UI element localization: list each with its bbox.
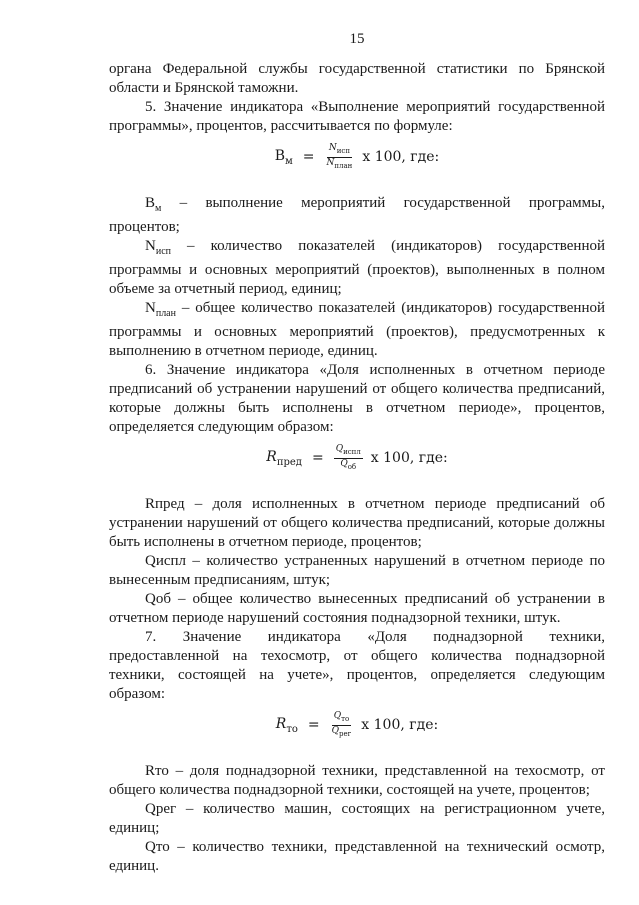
definition-qto: Qто – количество техники, представленной на технический осмотр, единиц. [109,839,605,874]
paragraph-indicator-5: 5. Значение индикатора «Выполнение мероприятий государственной программы», процентов, рассчитывается по формуле: [109,99,605,134]
formula-rpred [109,437,605,479]
formula-tail: х 100, где: [370,450,448,466]
formula-tail: х 100, где: [361,717,439,733]
fraction-numerator: $N_{исп}$ [327,143,352,158]
definition-nisp: $N_{исп}$ – количество показателей (индикаторов) государственной программы и основных мероприятий (проектов), выполненных в полном объеме за отчетный период, единиц; [109,238,605,297]
formula-rto [109,704,605,746]
definition-qispl: Qиспл – количество устраненных нарушений в отчетном периоде по вынесенным предписаниям, штук; [109,553,605,588]
formula-fraction [330,711,354,740]
formula-equals: = [311,450,324,466]
definition-vm: $В_м$ – выполнение мероприятий государственной программы, процентов; [109,195,605,235]
formula-fraction [334,444,363,473]
fraction-denominator: $Q_{об}$ [340,458,357,471]
fraction-denominator: $Q_{рег}$ [331,725,352,738]
definition-nplan: $N_{план}$ – общее количество показателей (индикаторов) государственной программы и основных мероприятий (проектов), предусмотренных к выполнению в отчетном периоде, единиц. [109,300,605,359]
paragraph-indicator-7: 7. Значение индикатора «Доля поднадзорной техники, предоставленной на техосмотр, от общего количества поднадзорной техники, состоящей на учете», процентов, определяется следующим образом: [109,629,605,702]
paragraph-indicator-6: 6. Значение индикатора «Доля исполненных в отчетном периоде предписаний об устранении нарушений от общего количества предписаний, которые должны быть исполнены в отчетном периоде», процентов, определяется следующим образом: [109,362,605,435]
fraction-numerator: $Q_{то}$ [332,711,351,726]
fraction-numerator: $Q_{испл}$ [334,444,363,459]
formula-tail: х 100, где: [362,149,440,165]
definition-rto: Rто – доля поднадзорной техники, представленной на техосмотр, от общего количества поднадзорной техники, состоящей на учете, процентов; [109,763,605,798]
formula-equals: = [302,149,315,165]
formula-vm [109,136,605,178]
formula-equals: = [307,717,320,733]
formula-lhs: $В_м$ [274,147,293,167]
page-number: 15 [349,31,365,47]
fraction-denominator: $N_{план}$ [326,157,353,170]
formula-lhs: $R_{то}$ [275,715,298,735]
definition-rpred: Rпред – доля исполненных в отчетном периоде предписаний об устранении нарушений от общего количества предписаний, которые должны быть исполнены в отчетном периоде, процентов; [109,496,605,550]
paragraph-1: органа Федеральной службы государственной статистики по Брянской области и Брянской таможни. [109,61,605,96]
formula-lhs: $R_{пред}$ [266,448,302,468]
formula-fraction [325,143,355,172]
definition-qob: Qоб – общее количество вынесенных предписаний об устранении в отчетном периоде нарушений состояния поднадзорной техники, штук. [109,591,605,626]
definition-qreg: Qрег – количество машин, состоящих на регистрационном учете, единиц; [109,801,605,836]
